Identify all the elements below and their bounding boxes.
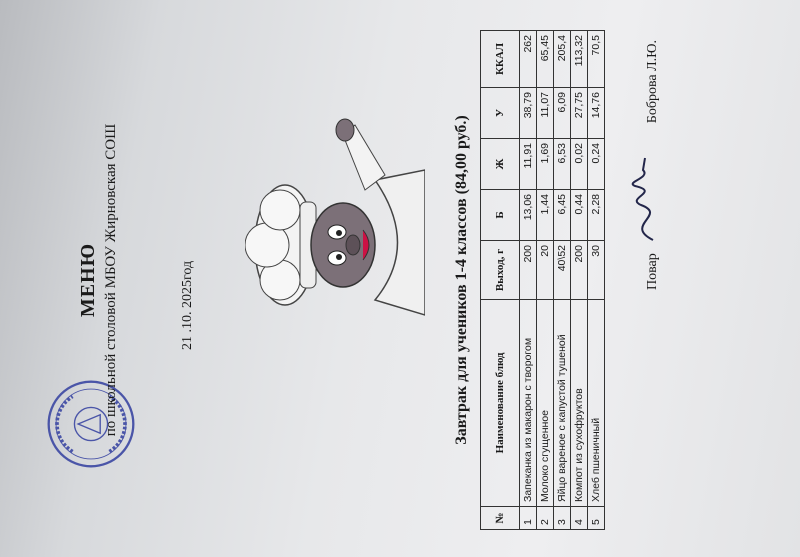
row-number: 5 [588,507,605,530]
dish-name: Компот из сухофруктов [571,300,588,507]
row-number: 1 [520,507,537,530]
dish-carb: 14,76 [588,88,605,139]
cook-name: Боброва Л.Ю. [645,40,660,124]
dish-carb: 38,79 [520,88,537,139]
dish-kcal: 70,5 [588,31,605,88]
dish-protein: 0,44 [571,190,588,241]
dish-protein: 1,44 [537,190,554,241]
cook-signature-icon [613,150,673,250]
col-carb-header: У [481,88,520,139]
col-fat-header: Ж [481,139,520,190]
col-number-header: № [481,507,520,530]
col-kcal-header: ККАЛ [481,31,520,88]
dish-name: Запеканка из макарон с творогом [520,300,537,507]
row-number: 3 [554,507,571,530]
dish-kcal: 113,32 [571,31,588,88]
dish-output: 200 [520,241,537,300]
dish-kcal: 262 [520,31,537,88]
dish-fat: 1,69 [537,139,554,190]
table-row [588,31,605,530]
dish-fat: 0,02 [571,139,588,190]
row-number: 4 [571,507,588,530]
dish-carb: 6,09 [554,88,571,139]
dish-fat: 6,53 [554,139,571,190]
table-row [571,31,588,530]
dish-name: Хлеб пшеничный [588,300,605,507]
menu-table [480,30,605,530]
dish-fat: 0,24 [588,139,605,190]
dish-name: Яйцо вареное с капустой тушеной [554,300,571,507]
dish-output: 20 [537,241,554,300]
row-number: 2 [537,507,554,530]
dish-carb: 27,75 [571,88,588,139]
table-header-row [481,31,520,530]
table-row [554,31,571,530]
dish-protein: 6,45 [554,190,571,241]
col-dish-header: Наименование блюд [481,300,520,507]
dish-kcal: 205,4 [554,31,571,88]
menu-title: МЕНЮ [77,242,99,318]
dish-name: Молоко сгущенное [537,300,554,507]
dish-protein: 13,06 [520,190,537,241]
menu-subtitle: по школьной столовой МБОУ Жирновская СОШ [103,123,119,437]
table-row [537,31,554,530]
col-protein-header: Б [481,190,520,241]
dish-output: 30 [588,241,605,300]
dish-carb: 11,07 [537,88,554,139]
chef-cartoon-icon [245,110,425,340]
dish-kcal: 65,45 [537,31,554,88]
menu-date: 21 .10. 2025год [180,260,195,350]
cook-label: Повар [645,253,660,290]
dish-output: 40\52 [554,241,571,300]
meal-title: Завтрак для учеников 1-4 классов (84,00 руб.) [453,115,470,445]
col-output-header: Выход, г [481,241,520,300]
dish-protein: 2,28 [588,190,605,241]
dish-output: 200 [571,241,588,300]
table-row [520,31,537,530]
rotated-document [0,10,715,550]
dish-fat: 11,91 [520,139,537,190]
